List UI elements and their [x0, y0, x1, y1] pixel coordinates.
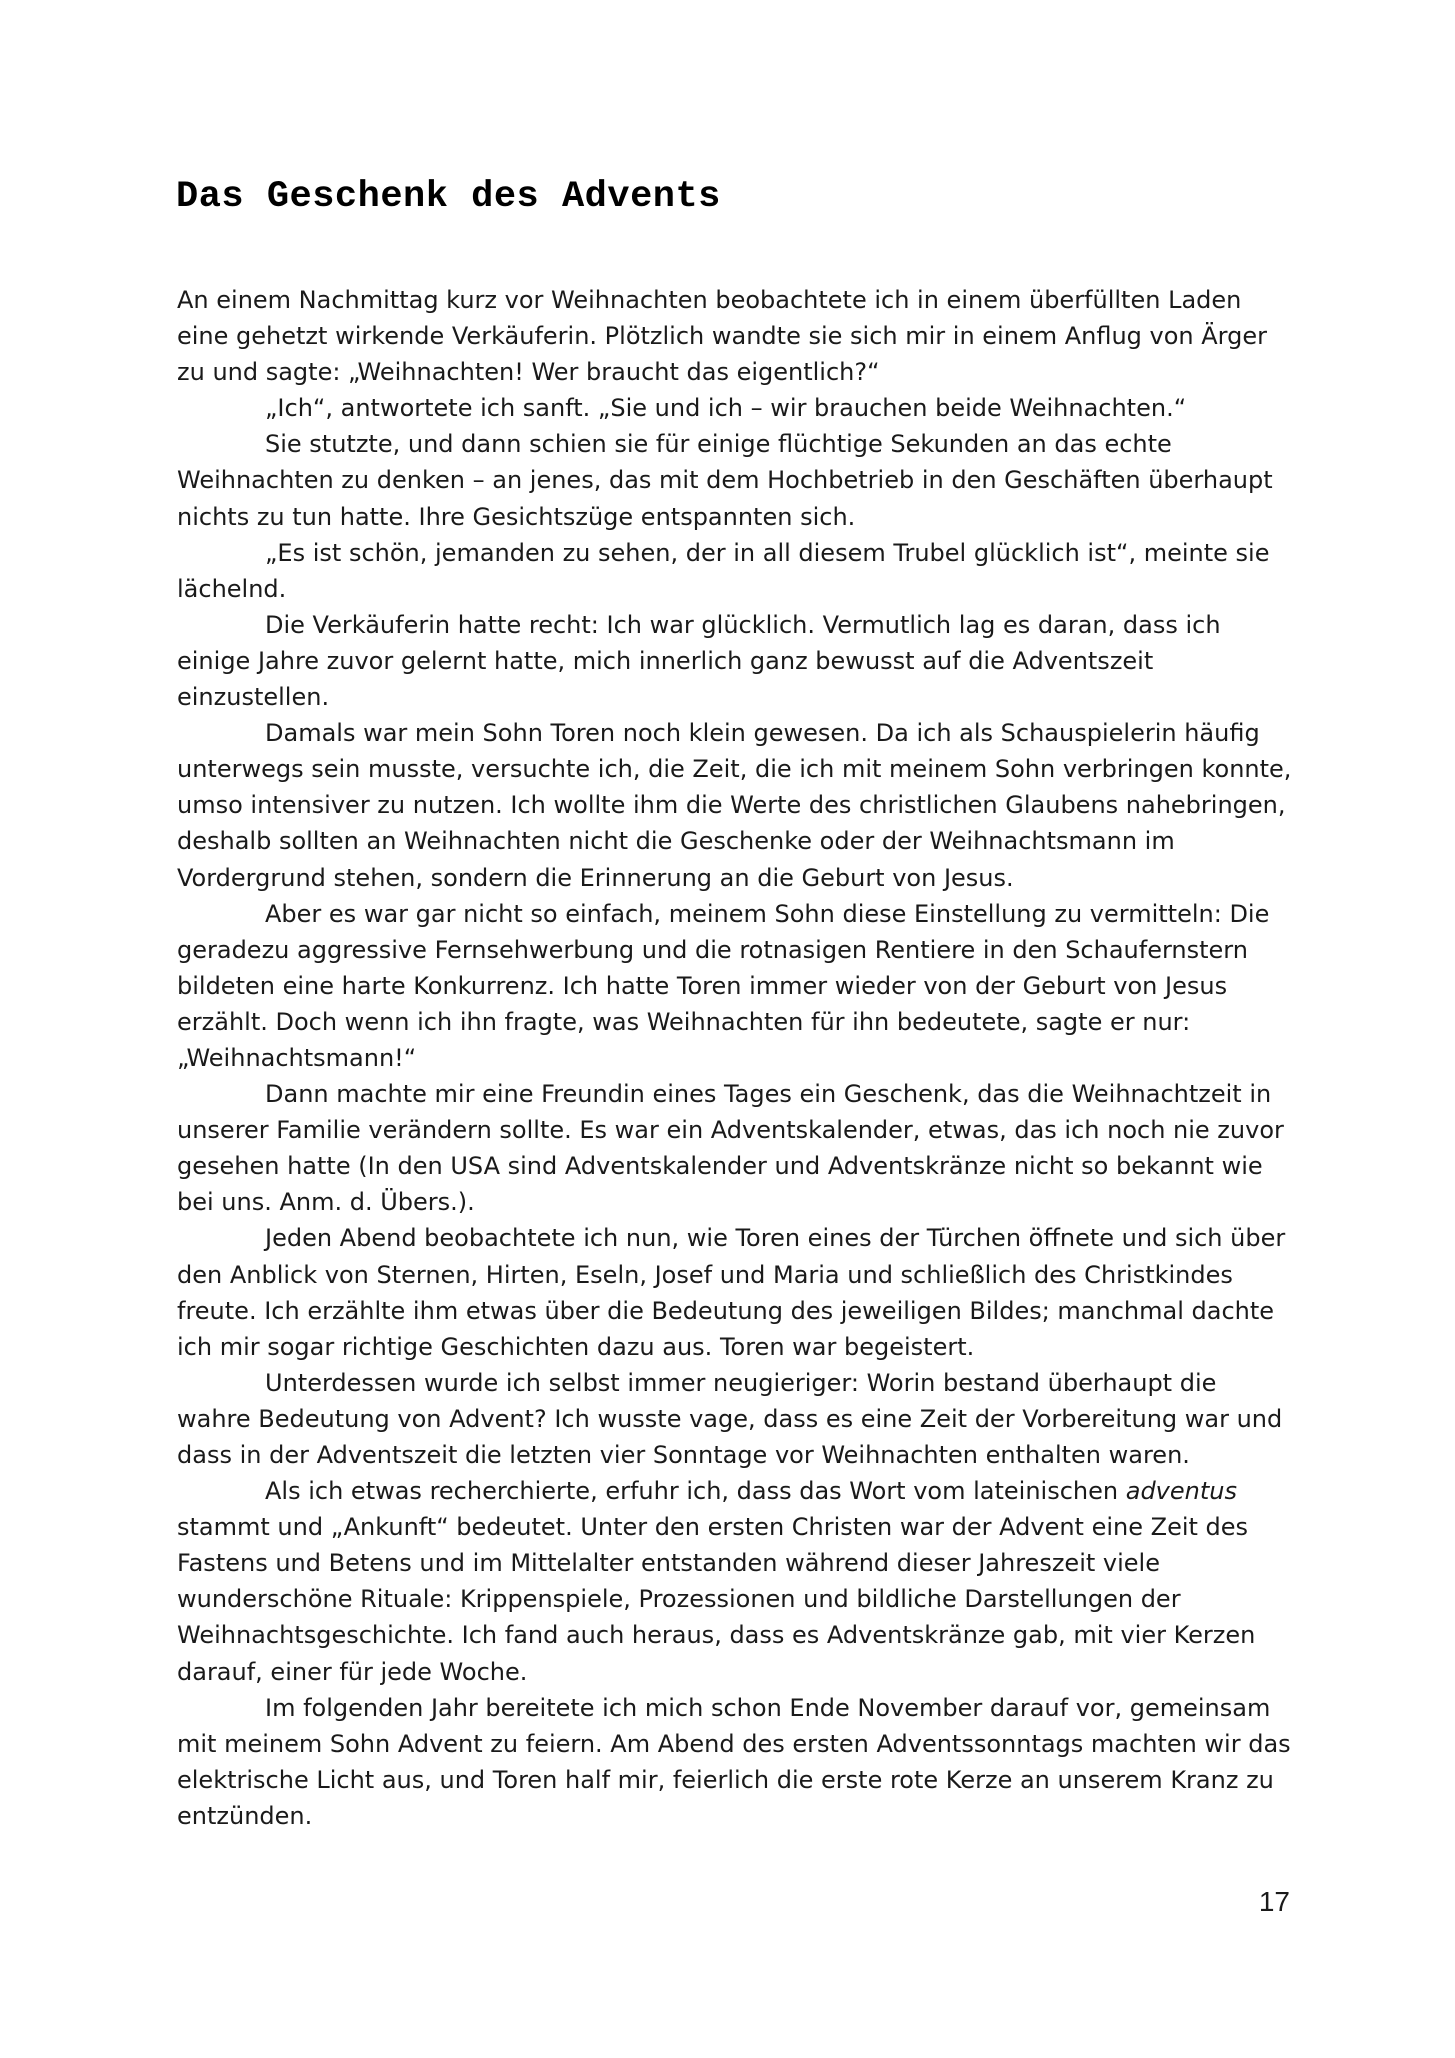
latin-term: adventus	[1125, 1477, 1237, 1506]
paragraph-11	[177, 1473, 1297, 1690]
paragraph-11-text-after: stammt und „Ankunft“ bedeutet. Unter den ersten Christen war der Advent eine Zeit des Fastens und Betens und im Mittelalter entstanden während dieser Jahreszeit viele wunderschöne Rituale: Krippenspiele, Prozessionen und bildliche Darstellungen der Weihnachtsgeschichte. Ich fand auch heraus, dass es Adventskränze gab, mit vier Kerzen darauf, einer für jede Woche.	[177, 1513, 1256, 1686]
body-text	[177, 282, 1297, 1834]
paragraph-4: „Es ist schön, jemanden zu sehen, der in all diesem Trubel glücklich ist“, meinte sie lächelnd.	[177, 538, 1270, 603]
paragraph-2: „Ich“, antwortete ich sanft. „Sie und ich – wir brauchen beide Weihnachten.“	[265, 394, 1187, 423]
page-number: 17	[1258, 1886, 1290, 1917]
paragraph-11-text-before: Als ich etwas recherchierte, erfuhr ich, dass das Wort vom lateinischen	[265, 1477, 1126, 1506]
page-title: Das Geschenk des Advents	[176, 176, 721, 218]
paragraph-10: Unterdessen wurde ich selbst immer neugieriger: Worin bestand überhaupt die wahre Bedeutung von Advent? Ich wusste vage, dass es eine Zeit der Vorbereitung war und dass in der Adventszeit die letzten vier Sonntage vor Weihnachten enthalten waren.	[177, 1368, 1283, 1469]
paragraph-9: Jeden Abend beobachtete ich nun, wie Toren eines der Türchen öffnete und sich über den Anblick von Sternen, Hirten, Eseln, Josef und Maria und schließlich des Christkindes freute. Ich erzählte ihm etwas über die Bedeutung des jeweiligen Bildes; manchmal dachte ich mir sogar richtige Geschichten dazu aus. Toren war begeistert.	[177, 1224, 1286, 1361]
paragraph-6: Damals war mein Sohn Toren noch klein gewesen. Da ich als Schauspielerin häufig unterwegs sein musste, versuchte ich, die Zeit, die ich mit meinem Sohn verbringen konnte, umso intensiver zu nutzen. Ich wollte ihm die Werte des christlichen Glaubens nahebringen, deshalb sollten an Weihnachten nicht die Geschenke oder der Weihnachtsmann im Vordergrund stehen, sondern die Erinnerung an die Geburt von Jesus.	[177, 719, 1292, 892]
paragraph-5: Die Verkäuferin hatte recht: Ich war glücklich. Vermutlich lag es daran, dass ich einige Jahre zuvor gelernt hatte, mich innerlich ganz bewusst auf die Adventszeit einzustellen.	[177, 610, 1221, 712]
paragraph-8: Dann machte mir eine Freundin eines Tages ein Geschenk, das die Weihnachtzeit in unserer Familie verändern sollte. Es war ein Adventskalender, etwas, das ich noch nie zuvor gesehen hatte (In den USA sind Adventskalender und Adventskränze nicht so bekannt wie bei uns. Anm. d. Übers.).	[177, 1080, 1284, 1217]
paragraph-7: Aber es war gar nicht so einfach, meinem Sohn diese Einstellung zu vermitteln: Die geradezu aggressive Fernsehwerbung und die rotnasigen Rentiere in den Schaufernstern bildeten eine harte Konkurrenz. Ich hatte Toren immer wieder von der Geburt von Jesus erzählt. Doch wenn ich ihn fragte, was Weihnachten für ihn bedeutete, sagte er nur: „Weihnachtsmann!“	[177, 899, 1270, 1072]
paragraph-1: An einem Nachmittag kurz vor Weihnachten beobachtete ich in einem überfüllten Laden eine gehetzt wirkende Verkäuferin. Plötzlich wandte sie sich mir in einem Anflug von Ärger zu und sagte: „Weihnachten! Wer braucht das eigentlich?“	[177, 286, 1267, 387]
paragraph-12: Im folgenden Jahr bereitete ich mich schon Ende November darauf vor, gemeinsam mit meinem Sohn Advent zu feiern. Am Abend des ersten Adventssonntags machten wir das elektrische Licht aus, und Toren half mir, feierlich die erste rote Kerze an unserem Kranz zu entzünden.	[177, 1693, 1291, 1830]
paragraph-3: Sie stutzte, und dann schien sie für einige flüchtige Sekunden an das echte Weihnachten zu denken – an jenes, das mit dem Hochbetrieb in den Geschäften überhaupt nichts zu tun hatte. Ihre Gesichtszüge entspannten sich.	[177, 430, 1273, 531]
